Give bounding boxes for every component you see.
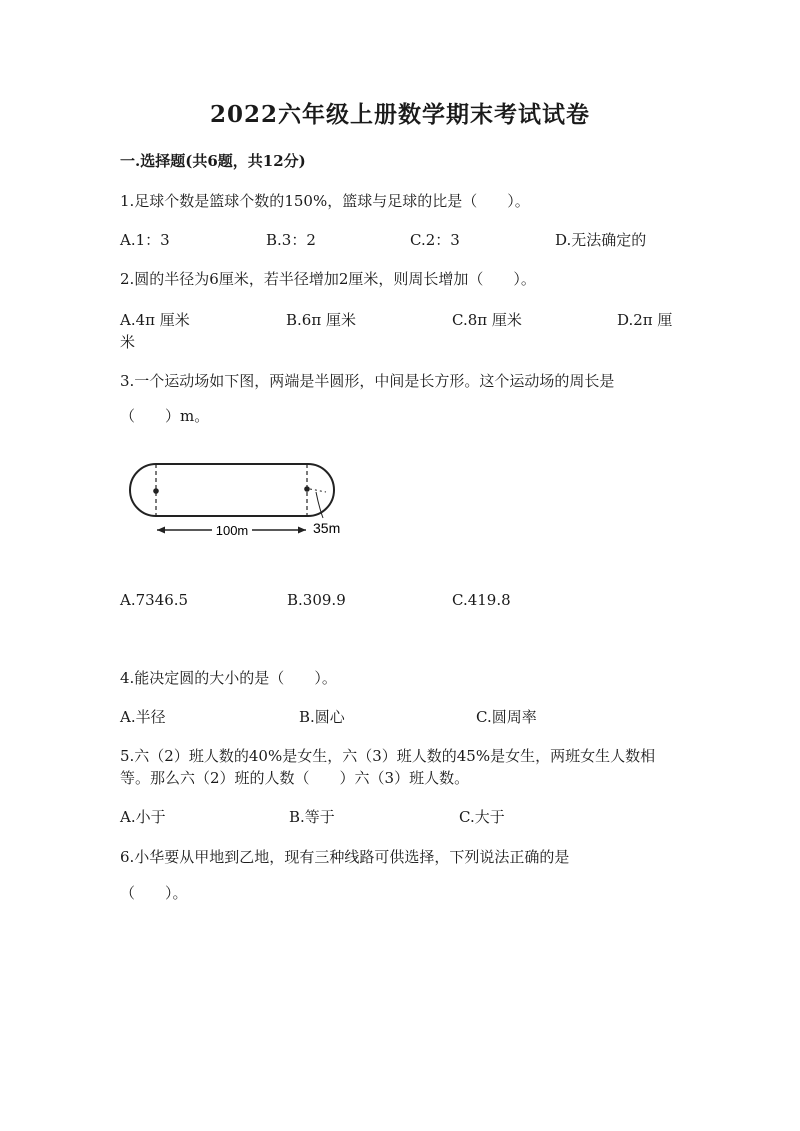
- question-5-text-line1: 5.六（2）班人数的40%是女生，六（3）班人数的45%是女生，两班女生人数相: [120, 747, 656, 765]
- q2-option-d: D.2π 厘: [617, 311, 673, 329]
- q3-option-b: B.309.9: [287, 591, 346, 609]
- q1-option-d: D.无法确定的: [555, 231, 647, 249]
- q1-option-a: A.1：3: [120, 231, 170, 249]
- q3-option-c: C.419.8: [452, 591, 511, 609]
- question-5-text-line2: 等。那么六（2）班的人数（ ）六（3）班人数。: [120, 769, 470, 787]
- length-arrow-left-head: [157, 527, 165, 534]
- q1-option-c: C.2：3: [410, 231, 460, 249]
- q2-option-b: B.6π 厘米: [286, 311, 356, 329]
- question-2-text: 2.圆的半径为6厘米，若半径增加2厘米，则周长增加（ ）。: [120, 270, 536, 288]
- length-label: 100m: [215, 523, 249, 538]
- track-outline: [130, 464, 334, 516]
- question-3-text-line1: 3.一个运动场如下图，两端是半圆形，中间是长方形。这个运动场的周长是: [120, 372, 615, 390]
- section-heading: 一.选择题(共6题，共12分): [120, 152, 306, 170]
- q1-option-b: B.3：2: [266, 231, 316, 249]
- right-center-dot: [304, 486, 310, 492]
- track-figure: [120, 452, 360, 544]
- question-4-text: 4.能决定圆的大小的是（ ）。: [120, 669, 337, 687]
- question-6-text-line1: 6.小华要从甲地到乙地，现有三种线路可供选择，下列说法正确的是: [120, 848, 570, 866]
- question-3-text-line2: （ ）m。: [120, 407, 210, 425]
- q2-option-a: A.4π 厘米: [120, 311, 190, 329]
- q2-option-d-wrap: 米: [120, 333, 136, 351]
- q5-option-a: A.小于: [120, 808, 166, 826]
- radius-line: [310, 489, 326, 492]
- q4-option-c: C.圆周率: [476, 708, 537, 726]
- left-center-dot: [153, 488, 159, 494]
- q2-option-c: C.8π 厘米: [452, 311, 522, 329]
- radius-label: 35m: [313, 520, 341, 536]
- q4-option-b: B.圆心: [299, 708, 345, 726]
- length-arrow-right-head: [298, 527, 306, 534]
- page-title: 2022六年级上册数学期末考试试卷: [209, 101, 590, 128]
- q5-option-c: C.大于: [459, 808, 505, 826]
- question-6-text-line2: （ ）。: [120, 884, 188, 902]
- q4-option-a: A.半径: [120, 708, 166, 726]
- q5-option-b: B.等于: [289, 808, 335, 826]
- q3-option-a: A.7346.5: [120, 591, 189, 609]
- question-1-text: 1.足球个数是篮球个数的150%，篮球与足球的比是（ ）。: [120, 192, 530, 210]
